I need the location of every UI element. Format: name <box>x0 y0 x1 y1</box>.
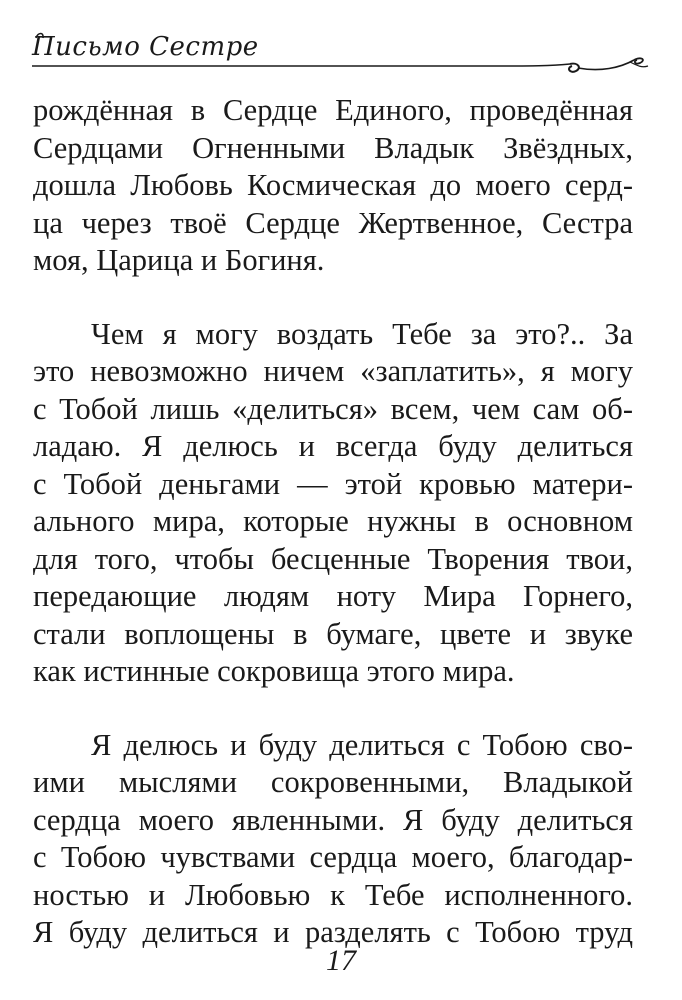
page-number: 17 <box>326 944 356 977</box>
text-line: дошла Любовь Космическая до моего серд- <box>33 168 633 202</box>
text-line: Чем я могу воздать Тебе за это?.. За <box>91 316 633 351</box>
text-line: с Тобою чувствами сердца моего, благодар- <box>33 840 633 874</box>
text-line: это невозможно ничем «заплатить», я могу <box>33 354 633 388</box>
text-line: передающие людям ноту Мира Горнего, <box>33 579 633 613</box>
text-line: ностью и Любовью к Тебе исполненного. <box>33 877 633 912</box>
text-line: как истинные сокровища этого мира. <box>33 654 515 688</box>
text-line: ца через твоё Сердце Жертвенное, Сестра <box>33 205 633 240</box>
text-line: ими мыслями сокровенными, Владыкой <box>33 765 633 799</box>
body-text <box>33 92 633 952</box>
running-head-title: Письмо Сестре <box>32 32 259 62</box>
paragraph-3 <box>33 727 633 952</box>
paragraph-2 <box>33 316 633 691</box>
text-line: Я буду делиться и разделять с Тобою труд <box>33 915 633 949</box>
text-line: с Тобой деньгами — этой кровью матери- <box>33 466 633 501</box>
paragraph-gap <box>33 691 633 727</box>
text-line: ладаю. Я делюсь и всегда буду делиться <box>33 429 633 463</box>
text-line: Я делюсь и буду делиться с Тобою сво- <box>91 727 633 762</box>
running-head <box>30 26 650 86</box>
text-line: ального мира, которые нужны в основном <box>33 504 633 538</box>
paragraph-gap <box>33 280 633 316</box>
text-line: с Тобой лишь «делиться» всем, чем сам об- <box>33 391 633 426</box>
text-line: стали воплощены в бумаге, цвете и звуке <box>33 616 633 651</box>
text-line: Сердцами Огненными Владык Звёздных, <box>33 130 633 165</box>
text-line: сердца моего явленными. Я буду делиться <box>33 802 633 837</box>
paragraph-1 <box>33 92 633 280</box>
text-line: рождённая в Сердце Единого, проведённая <box>33 93 633 127</box>
text-line: для того, чтобы бесценные Творения твои, <box>33 541 633 576</box>
text-line: моя, Царица и Богиня. <box>33 243 325 277</box>
